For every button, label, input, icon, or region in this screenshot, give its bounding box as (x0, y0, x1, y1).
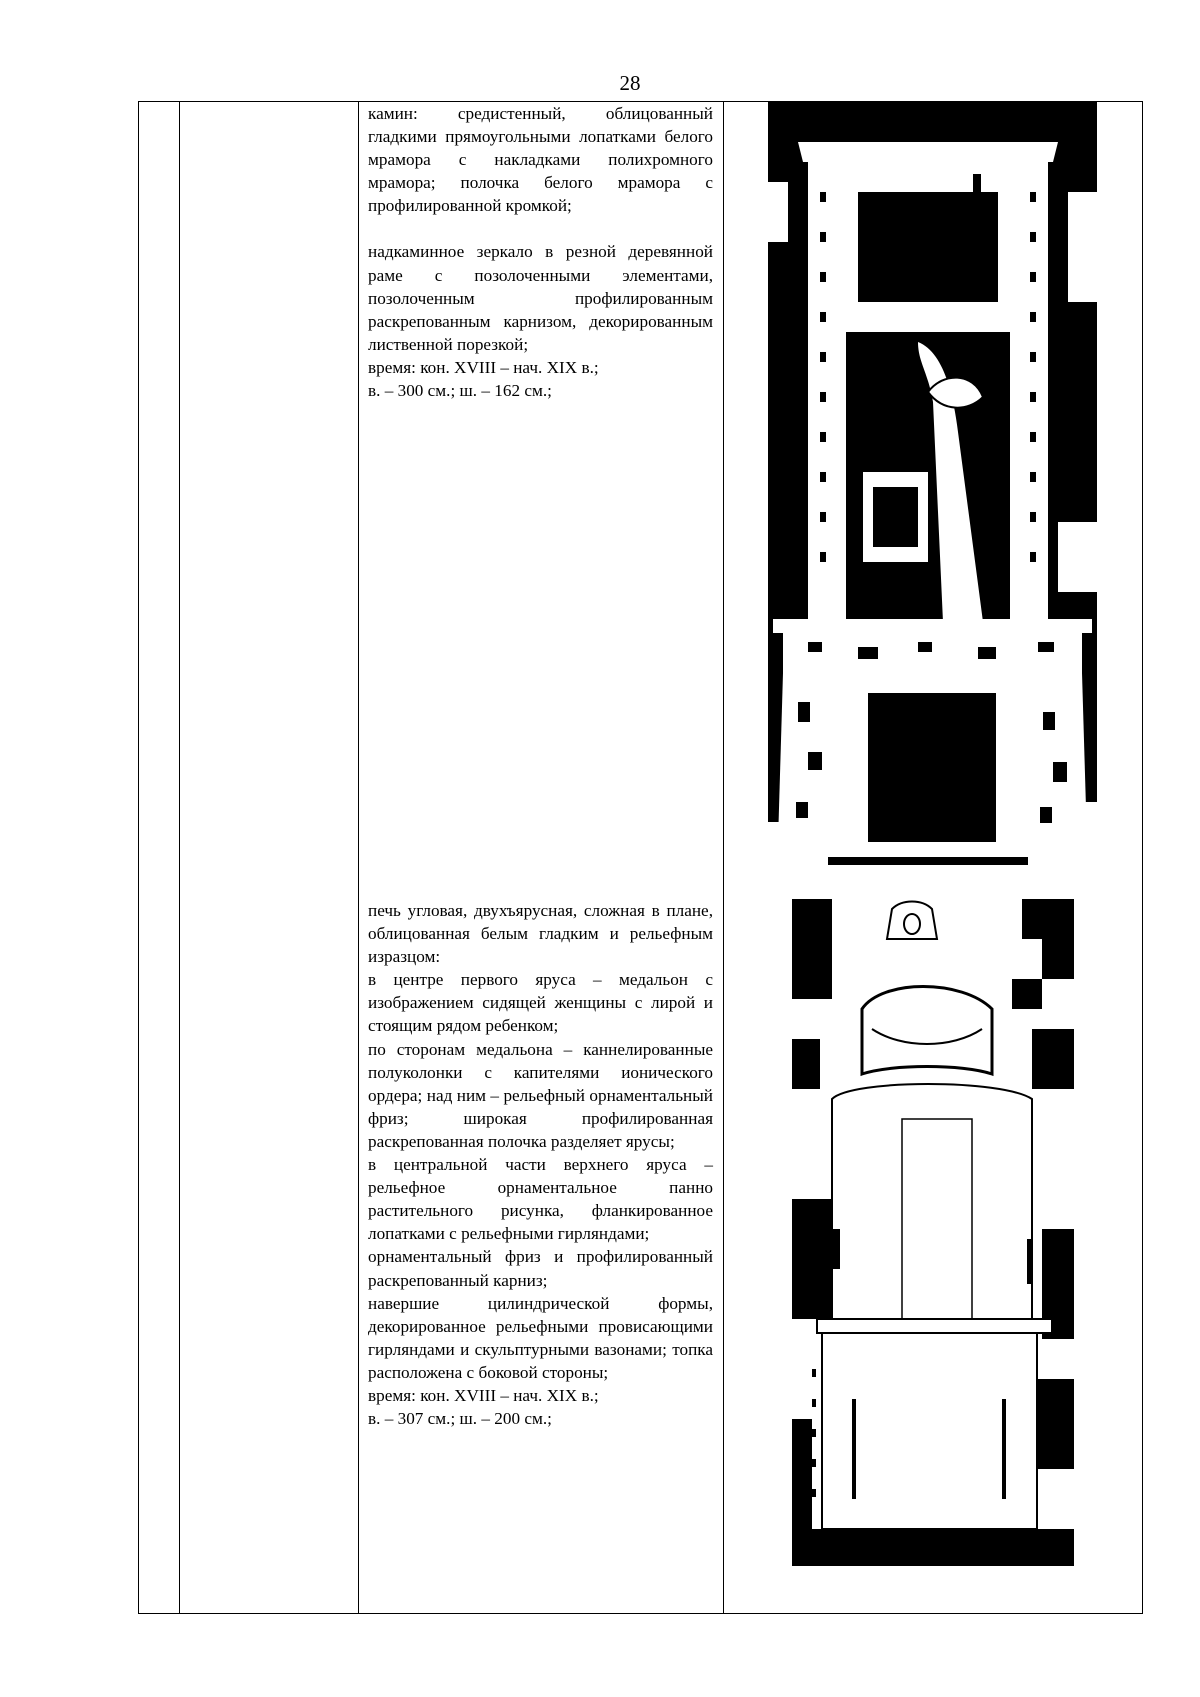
paragraph: печь угловая, двухъярусная, сложная в плане, облицованная белым гладким и рельефным изразцом: (368, 901, 713, 967)
paragraph: камин: средистенный, облицованный гладкими прямоугольными лопатками белого мрамора с накладками полихромного мрамора; полочка белого мрамора с профилированной кромкой; (368, 104, 713, 216)
description-cell (359, 102, 724, 1614)
paragraph: орнаментальный фриз и профилированный раскрепованный карниз; (368, 1247, 713, 1290)
paragraph: в. – 307 см.; ш. – 200 см.; (368, 1409, 552, 1429)
paragraph: время: кон. XVIII – нач. XIX в.; (368, 357, 599, 377)
page-number: 28 (619, 71, 641, 95)
paragraph: в центре первого яруса – медальон с изображением сидящей женщины с лирой и стоящим рядом ребенком; (368, 970, 713, 1036)
inventory-table (138, 101, 1143, 1614)
stove-image (792, 899, 1074, 1566)
name-cell (180, 102, 359, 1614)
paragraph-gap (368, 217, 713, 240)
paragraph: надкаминное зеркало в резной деревянной раме с позолоченными элементами, позолоченным профилированным раскрепованным карнизом, декорированным лиственной порезкой; (368, 242, 713, 354)
photo-cell (724, 102, 1143, 1614)
paragraph: в центральной части верхнего яруса – рельефное орнаментальное панно растительного рисунка, фланкированное лопатками с рельефными гирляндами; (368, 1155, 713, 1244)
photo-stove (792, 899, 1074, 1566)
paragraph: в. – 300 см.; ш. – 162 см.; (368, 381, 552, 401)
paragraph: навершие цилиндрической формы, декорированное рельефными провисающими гирляндами и скульптурными вазонами; топка расположена с боковой стороны; (368, 1293, 713, 1382)
description-stove (368, 899, 713, 1430)
index-cell (139, 102, 180, 1614)
description-fireplace (368, 102, 713, 402)
fireplace-image (768, 102, 1097, 882)
paragraph: по сторонам медальона – каннелированные полуколонки с капителями ионического ордера; над ним – рельефный орнаментальный фриз; широкая профилированная раскрепованная полочка разделяет ярусы; (368, 1039, 713, 1151)
paragraph: время: кон. XVIII – нач. XIX в.; (368, 1385, 599, 1405)
photo-fireplace (768, 102, 1097, 882)
table-row (139, 102, 1143, 1614)
